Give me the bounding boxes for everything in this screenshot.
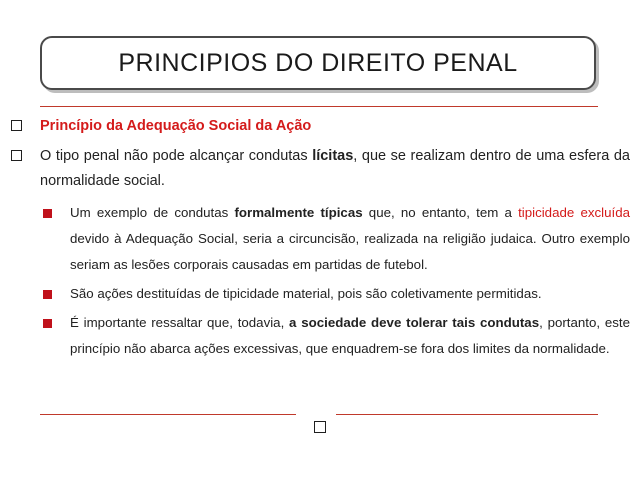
sub-bold-text: formalmente típicas <box>234 205 363 220</box>
bullet-text: O tipo penal não pode alcançar condutas <box>40 148 313 164</box>
sub-text: devido à Adequação Social, seria a circuncisão, realizada na religião judaica. Outro exemplo seriam as lesões corporais causadas em partidas de futebol. <box>70 231 630 272</box>
sub-highlight-text: tipicidade excluída <box>518 205 630 220</box>
sub-text: Um exemplo de condutas <box>70 205 235 220</box>
sub-text: São ações destituídas de tipicidade material, pois são coletivamente permitidas. <box>70 286 542 301</box>
checkbox-bullet-icon <box>11 120 22 131</box>
square-bullet-icon <box>43 209 52 218</box>
title-box <box>40 36 596 90</box>
checkbox-bullet-icon <box>314 421 326 433</box>
bullet-item-2 <box>8 144 630 194</box>
checkbox-bullet-icon <box>11 150 22 161</box>
principle-heading: Princípio da Adequação Social da Ação <box>40 118 312 134</box>
sub-bold-text: a sociedade deve tolerar tais condutas <box>289 315 540 330</box>
bullet-text: , que se realizam dentro de uma esfera da normalidade social. <box>40 148 630 189</box>
divider-bottom-right <box>336 414 598 415</box>
sub-item-2 <box>8 281 630 307</box>
sub-item-1 <box>8 200 630 278</box>
bullet-item-1 <box>8 114 630 139</box>
sub-text: É importante ressaltar que, todavia, <box>70 315 290 330</box>
slide-title: PRINCIPIOS DO DIREITO PENAL <box>118 48 518 77</box>
sub-text: que, no entanto, tem a <box>362 205 519 220</box>
bullet-bold-text: lícitas <box>312 148 354 164</box>
divider-bottom-left <box>40 414 296 415</box>
content <box>8 114 630 362</box>
square-bullet-icon <box>43 290 52 299</box>
sub-text: , portanto, este princípio não abarca ações excessivas, que enquadrem-se fora dos limites da normalidade. <box>70 315 630 356</box>
sub-item-3 <box>8 310 630 362</box>
divider-top <box>40 106 598 107</box>
square-bullet-icon <box>43 319 52 328</box>
